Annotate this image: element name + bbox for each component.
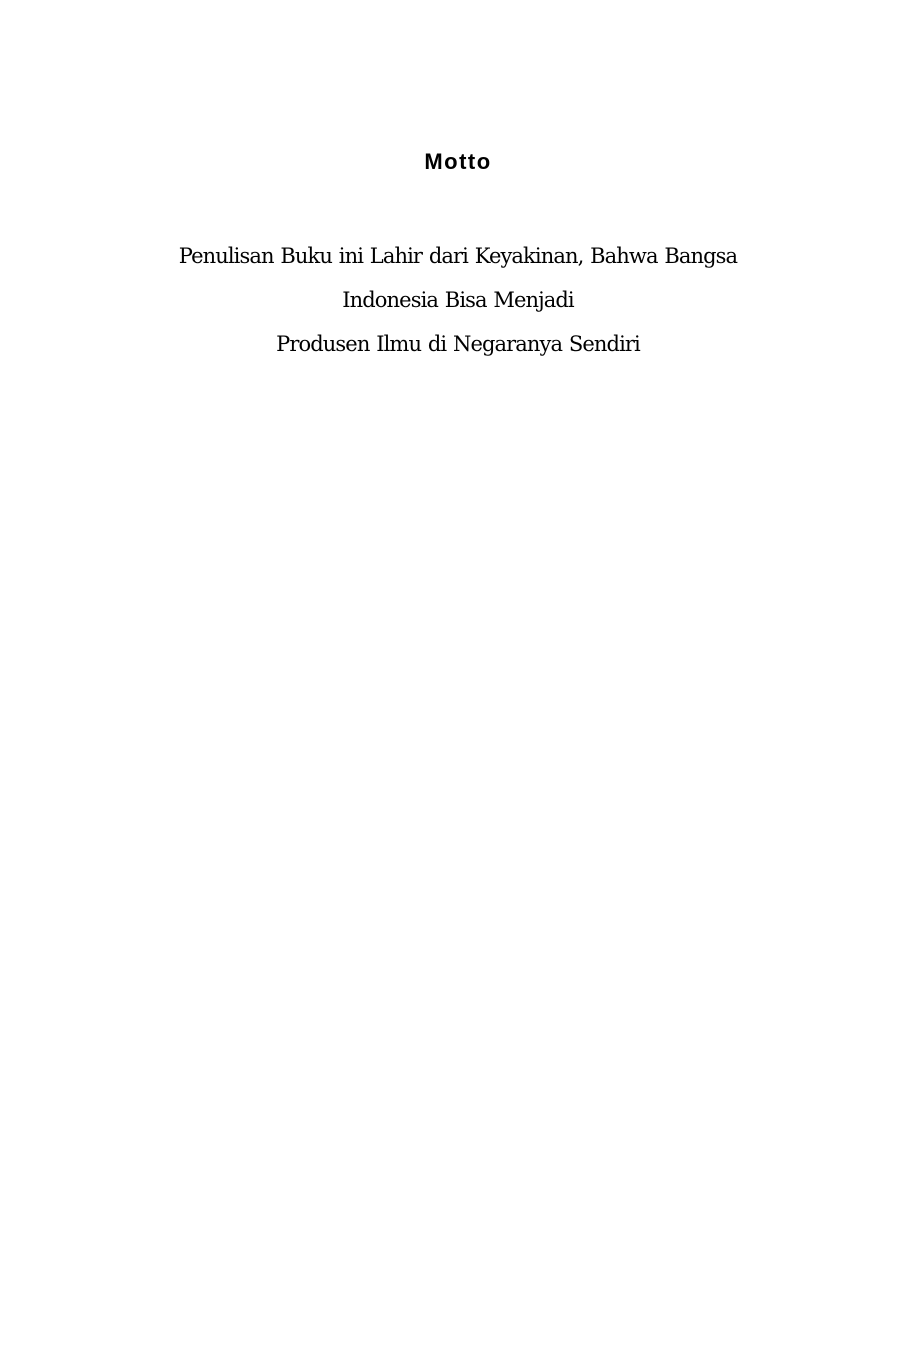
motto-line-3: Produsen Ilmu di Negaranya Sendiri: [276, 332, 640, 356]
motto-line-2: Indonesia Bisa Menjadi: [342, 288, 574, 312]
motto-text: [0, 234, 914, 366]
motto-line-1: Penulisan Buku ini Lahir dari Keyakinan, Bahwa Bangsa: [178, 244, 738, 268]
page-title: Motto: [424, 149, 492, 174]
